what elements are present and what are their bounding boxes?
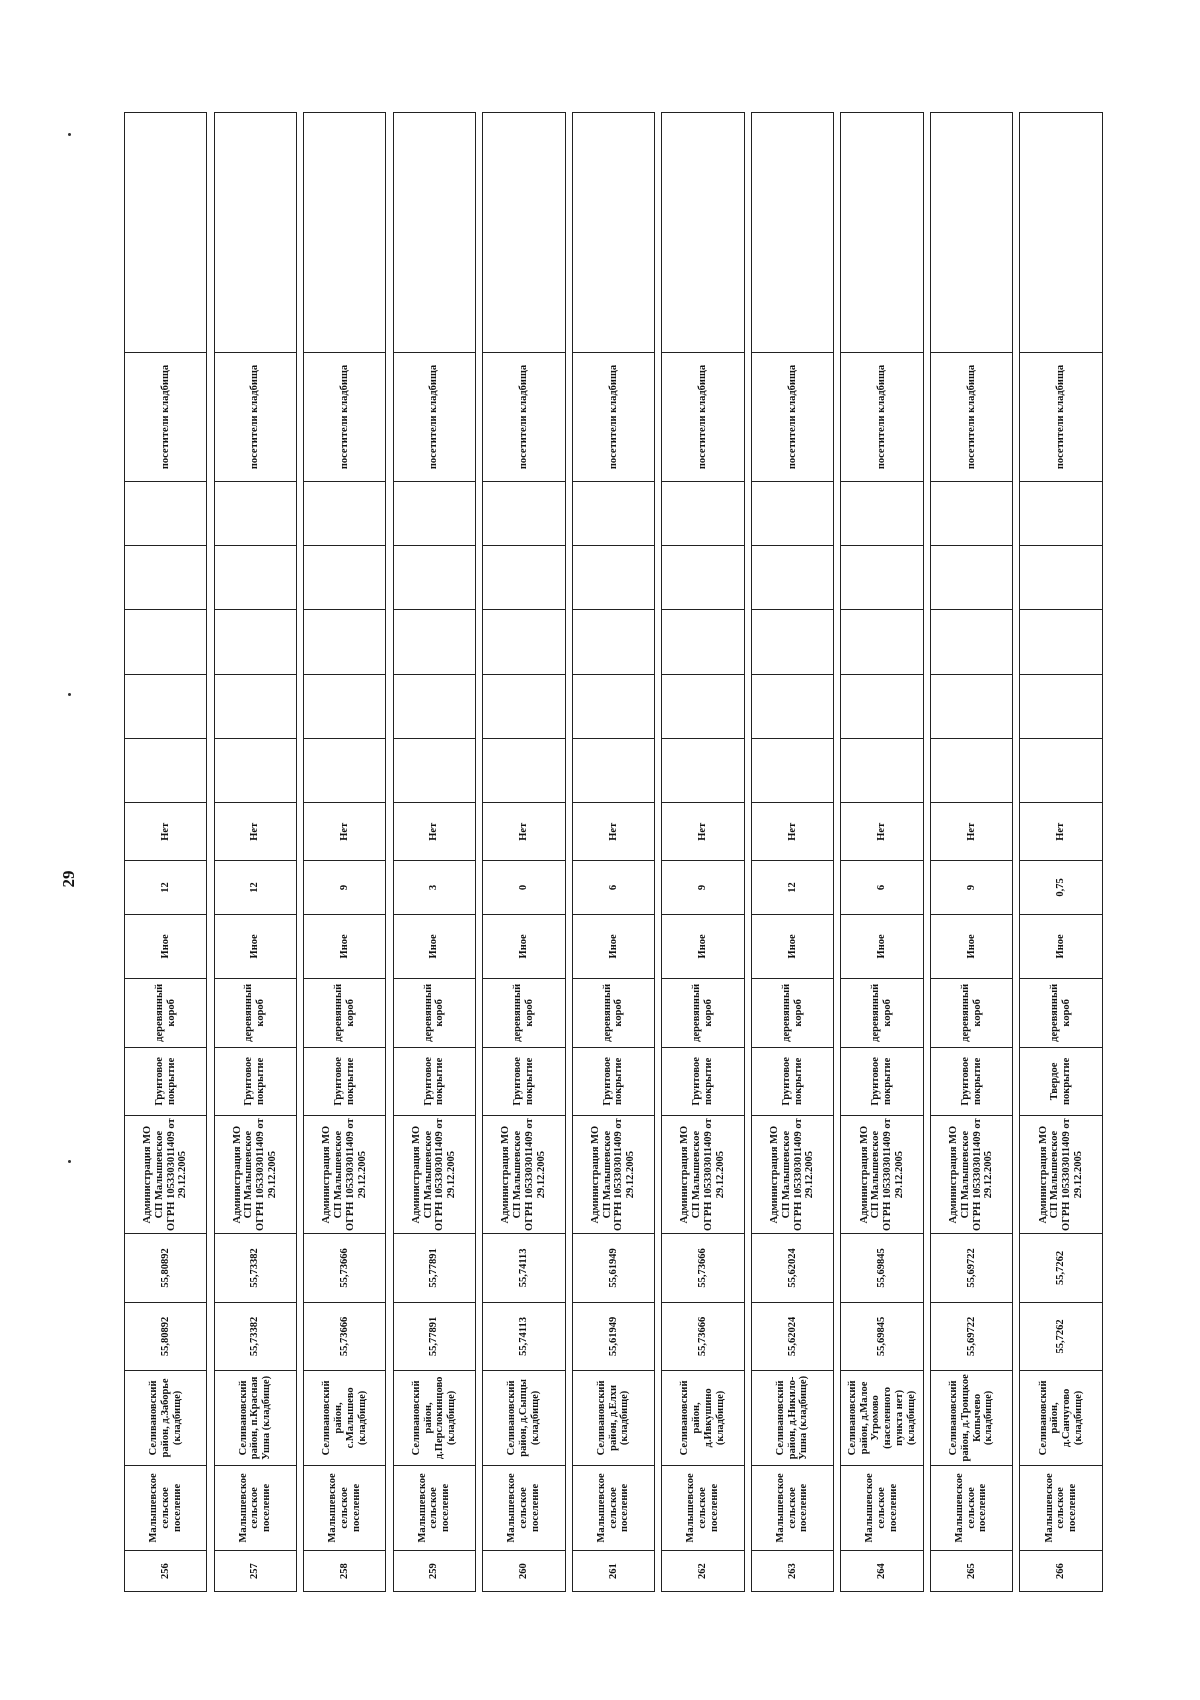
material-cell: Иное	[841, 914, 923, 978]
empty-cell	[930, 481, 1012, 545]
row-gap-cell	[565, 113, 572, 1592]
surface-cell: Твердое покрытие	[1020, 1047, 1103, 1116]
empty-cell	[751, 481, 833, 545]
owner-cell: Администрация МО СП Малышевское ОГРН 1053303011409 от 29.12.2005	[662, 1116, 744, 1234]
longitude-cell: 55,7262	[1020, 1234, 1103, 1303]
material-cell: Иное	[304, 914, 386, 978]
material-cell: Иное	[662, 914, 744, 978]
table-row	[930, 113, 1012, 1592]
empty-cell	[572, 113, 654, 353]
surface-cell: Грунтовое покрытие	[930, 1047, 1012, 1116]
owner-cell: Администрация МО СП Малышевское ОГРН 1053303011409 от 29.12.2005	[393, 1116, 475, 1234]
empty-cell	[751, 739, 833, 803]
surface-cell: Грунтовое покрытие	[841, 1047, 923, 1116]
empty-cell	[214, 113, 296, 353]
empty-cell	[125, 674, 207, 738]
row-number: 257	[214, 1551, 296, 1592]
settlement-cell: Малышевское сельское поселение	[930, 1465, 1012, 1551]
owner-cell: Администрация МО СП Малышевское ОГРН 1053303011409 от 29.12.2005	[751, 1116, 833, 1234]
empty-cell	[483, 610, 565, 674]
row-gap	[207, 113, 214, 1592]
empty-cell	[125, 739, 207, 803]
empty-cell	[572, 481, 654, 545]
location-cell: Селивановский район, п.Красная Ушна (кладбище)	[214, 1371, 296, 1465]
owner-cell: Администрация МО СП Малышевское ОГРН 1053303011409 от 29.12.2005	[930, 1116, 1012, 1234]
settlement-cell: Малышевское сельское поселение	[662, 1465, 744, 1551]
material-cell: Иное	[930, 914, 1012, 978]
fence-cell: Нет	[1020, 803, 1103, 861]
volume-cell: 12	[214, 861, 296, 915]
empty-cell	[304, 481, 386, 545]
volume-cell: 9	[930, 861, 1012, 915]
material-cell: Иное	[214, 914, 296, 978]
row-gap	[744, 113, 751, 1592]
row-number: 263	[751, 1551, 833, 1592]
longitude-cell: 55,61949	[572, 1234, 654, 1303]
container-cell: деревянный короб	[930, 979, 1012, 1048]
users-cell: посетители кладбища	[572, 353, 654, 482]
owner-cell: Администрация МО СП Малышевское ОГРН 1053303011409 от 29.12.2005	[841, 1116, 923, 1234]
empty-cell	[304, 739, 386, 803]
settlement-cell: Малышевское сельское поселение	[1020, 1465, 1103, 1551]
table-row	[304, 113, 386, 1592]
location-cell: Селивановский район, д.Елхи (кладбище)	[572, 1371, 654, 1465]
empty-cell	[214, 674, 296, 738]
table-row	[841, 113, 923, 1592]
settlement-cell: Малышевское сельское поселение	[572, 1465, 654, 1551]
latitude-cell: 55,69845	[841, 1302, 923, 1371]
row-number: 262	[662, 1551, 744, 1592]
fence-cell: Нет	[125, 803, 207, 861]
volume-cell: 9	[662, 861, 744, 915]
empty-cell	[841, 674, 923, 738]
row-number: 266	[1020, 1551, 1103, 1592]
material-cell: Иное	[125, 914, 207, 978]
latitude-cell: 55,69722	[930, 1302, 1012, 1371]
container-cell: деревянный короб	[483, 979, 565, 1048]
fence-cell: Нет	[483, 803, 565, 861]
empty-cell	[214, 739, 296, 803]
owner-cell: Администрация МО СП Малышевское ОГРН 1053303011409 от 29.12.2005	[304, 1116, 386, 1234]
empty-cell	[304, 674, 386, 738]
empty-cell	[751, 610, 833, 674]
empty-cell	[930, 610, 1012, 674]
page-number: 29	[59, 870, 78, 888]
empty-cell	[572, 610, 654, 674]
latitude-cell: 55,73382	[214, 1302, 296, 1371]
material-cell: Иное	[751, 914, 833, 978]
container-cell: деревянный короб	[572, 979, 654, 1048]
empty-cell	[662, 481, 744, 545]
row-number: 265	[930, 1551, 1012, 1592]
longitude-cell: 55,73666	[662, 1234, 744, 1303]
owner-cell: Администрация МО СП Малышевское ОГРН 1053303011409 от 29.12.2005	[1020, 1116, 1103, 1234]
empty-cell	[483, 674, 565, 738]
table-row	[483, 113, 565, 1592]
row-gap	[655, 113, 662, 1592]
empty-cell	[304, 546, 386, 610]
users-cell: посетители кладбища	[125, 353, 207, 482]
empty-cell	[393, 610, 475, 674]
empty-cell	[662, 546, 744, 610]
location-cell: Селивановский район, д.Санчугово (кладбище)	[1020, 1371, 1103, 1465]
volume-cell: 3	[393, 861, 475, 915]
settlement-cell: Малышевское сельское поселение	[841, 1465, 923, 1551]
row-gap-cell	[386, 113, 393, 1592]
location-cell: Селивановский район, д.Ивкушино (кладбище)	[662, 1371, 744, 1465]
users-cell: посетители кладбища	[751, 353, 833, 482]
table-row	[1020, 113, 1103, 1592]
empty-cell	[125, 546, 207, 610]
empty-cell	[751, 674, 833, 738]
surface-cell: Грунтовое покрытие	[214, 1047, 296, 1116]
table-row	[662, 113, 744, 1592]
table-row	[393, 113, 475, 1592]
empty-cell	[1020, 610, 1103, 674]
empty-cell	[662, 610, 744, 674]
empty-cell	[930, 546, 1012, 610]
empty-cell	[304, 610, 386, 674]
settlement-cell: Малышевское сельское поселение	[304, 1465, 386, 1551]
empty-cell	[125, 610, 207, 674]
empty-cell	[841, 546, 923, 610]
empty-cell	[662, 113, 744, 353]
empty-cell	[393, 739, 475, 803]
empty-cell	[930, 739, 1012, 803]
row-gap	[296, 113, 303, 1592]
container-cell: деревянный короб	[304, 979, 386, 1048]
table-row	[751, 113, 833, 1592]
scan-mark	[68, 1160, 71, 1163]
material-cell: Иное	[572, 914, 654, 978]
owner-cell: Администрация МО СП Малышевское ОГРН 1053303011409 от 29.12.2005	[483, 1116, 565, 1234]
empty-cell	[483, 481, 565, 545]
material-cell: Иное	[393, 914, 475, 978]
row-number: 258	[304, 1551, 386, 1592]
owner-cell: Администрация МО СП Малышевское ОГРН 1053303011409 от 29.12.2005	[214, 1116, 296, 1234]
registry-table	[124, 112, 1103, 1592]
users-cell: посетители кладбища	[1020, 353, 1103, 482]
container-cell: деревянный короб	[662, 979, 744, 1048]
row-gap-cell	[296, 113, 303, 1592]
row-gap-cell	[744, 113, 751, 1592]
latitude-cell: 55,7262	[1020, 1302, 1103, 1371]
fence-cell: Нет	[304, 803, 386, 861]
longitude-cell: 55,62024	[751, 1234, 833, 1303]
row-gap-cell	[475, 113, 482, 1592]
surface-cell: Грунтовое покрытие	[304, 1047, 386, 1116]
longitude-cell: 55,73666	[304, 1234, 386, 1303]
settlement-cell: Малышевское сельское поселение	[214, 1465, 296, 1551]
empty-cell	[841, 610, 923, 674]
empty-cell	[841, 481, 923, 545]
empty-cell	[751, 113, 833, 353]
row-gap	[1013, 113, 1020, 1592]
volume-cell: 12	[125, 861, 207, 915]
volume-cell: 12	[751, 861, 833, 915]
owner-cell: Администрация МО СП Малышевское ОГРН 1053303011409 от 29.12.2005	[125, 1116, 207, 1234]
longitude-cell: 55,73382	[214, 1234, 296, 1303]
empty-cell	[841, 739, 923, 803]
latitude-cell: 55,73666	[304, 1302, 386, 1371]
settlement-cell: Малышевское сельское поселение	[751, 1465, 833, 1551]
container-cell: деревянный короб	[841, 979, 923, 1048]
latitude-cell: 55,80892	[125, 1302, 207, 1371]
location-cell: Селивановский район, д.Малое Угромово (населенного пункта нет) (кладбище)	[841, 1371, 923, 1465]
longitude-cell: 55,77891	[393, 1234, 475, 1303]
empty-cell	[1020, 546, 1103, 610]
users-cell: посетители кладбища	[393, 353, 475, 482]
longitude-cell: 55,74113	[483, 1234, 565, 1303]
row-gap	[475, 113, 482, 1592]
location-cell: Селивановский район, д.Сыпцы (кладбище)	[483, 1371, 565, 1465]
registry-table-frame	[124, 112, 1103, 1592]
row-gap-cell	[1013, 113, 1020, 1592]
fence-cell: Нет	[751, 803, 833, 861]
location-cell: Селивановский район, д.Заборье (кладбище)	[125, 1371, 207, 1465]
location-cell: Селивановский район, д.Никило-Ушна (кладбище)	[751, 1371, 833, 1465]
owner-cell: Администрация МО СП Малышевское ОГРН 1053303011409 от 29.12.2005	[572, 1116, 654, 1234]
row-number: 264	[841, 1551, 923, 1592]
registry-body	[125, 113, 1103, 1592]
container-cell: деревянный короб	[125, 979, 207, 1048]
row-number: 259	[393, 1551, 475, 1592]
empty-cell	[393, 481, 475, 545]
longitude-cell: 55,69845	[841, 1234, 923, 1303]
table-row	[214, 113, 296, 1592]
surface-cell: Грунтовое покрытие	[751, 1047, 833, 1116]
row-gap-cell	[207, 113, 214, 1592]
empty-cell	[1020, 674, 1103, 738]
surface-cell: Грунтовое покрытие	[393, 1047, 475, 1116]
surface-cell: Грунтовое покрытие	[483, 1047, 565, 1116]
empty-cell	[930, 674, 1012, 738]
empty-cell	[393, 674, 475, 738]
row-gap	[386, 113, 393, 1592]
empty-cell	[214, 546, 296, 610]
table-row	[125, 113, 207, 1592]
empty-cell	[1020, 739, 1103, 803]
location-cell: Селивановский район, д.Троицкое Копычево (кладбище)	[930, 1371, 1012, 1465]
fence-cell: Нет	[930, 803, 1012, 861]
empty-cell	[214, 481, 296, 545]
row-number: 256	[125, 1551, 207, 1592]
latitude-cell: 55,74113	[483, 1302, 565, 1371]
empty-cell	[751, 546, 833, 610]
fence-cell: Нет	[393, 803, 475, 861]
container-cell: деревянный короб	[1020, 979, 1103, 1048]
row-gap-cell	[923, 113, 930, 1592]
scan-mark	[68, 133, 71, 136]
longitude-cell: 55,80892	[125, 1234, 207, 1303]
empty-cell	[572, 546, 654, 610]
scan-mark	[68, 693, 71, 696]
fence-cell: Нет	[662, 803, 744, 861]
settlement-cell: Малышевское сельское поселение	[125, 1465, 207, 1551]
volume-cell: 0,75	[1020, 861, 1103, 915]
empty-cell	[841, 113, 923, 353]
users-cell: посетители кладбища	[304, 353, 386, 482]
registry-table-rotated	[124, 112, 1103, 1592]
users-cell: посетители кладбища	[483, 353, 565, 482]
surface-cell: Грунтовое покрытие	[572, 1047, 654, 1116]
empty-cell	[125, 113, 207, 353]
volume-cell: 9	[304, 861, 386, 915]
row-gap	[923, 113, 930, 1592]
row-number: 260	[483, 1551, 565, 1592]
empty-cell	[214, 610, 296, 674]
latitude-cell: 55,61949	[572, 1302, 654, 1371]
empty-cell	[483, 546, 565, 610]
container-cell: деревянный короб	[751, 979, 833, 1048]
row-gap	[565, 113, 572, 1592]
location-cell: Селивановский район, с.Малышево (кладбище)	[304, 1371, 386, 1465]
empty-cell	[662, 674, 744, 738]
users-cell: посетители кладбища	[662, 353, 744, 482]
empty-cell	[662, 739, 744, 803]
empty-cell	[572, 739, 654, 803]
empty-cell	[393, 546, 475, 610]
surface-cell: Грунтовое покрытие	[662, 1047, 744, 1116]
empty-cell	[483, 113, 565, 353]
fence-cell: Нет	[214, 803, 296, 861]
empty-cell	[572, 674, 654, 738]
users-cell: посетители кладбища	[841, 353, 923, 482]
fence-cell: Нет	[572, 803, 654, 861]
volume-cell: 0	[483, 861, 565, 915]
settlement-cell: Малышевское сельское поселение	[393, 1465, 475, 1551]
container-cell: деревянный короб	[393, 979, 475, 1048]
surface-cell: Грунтовое покрытие	[125, 1047, 207, 1116]
empty-cell	[125, 481, 207, 545]
latitude-cell: 55,77891	[393, 1302, 475, 1371]
volume-cell: 6	[572, 861, 654, 915]
empty-cell	[304, 113, 386, 353]
row-gap-cell	[655, 113, 662, 1592]
empty-cell	[1020, 113, 1103, 353]
container-cell: деревянный короб	[214, 979, 296, 1048]
fence-cell: Нет	[841, 803, 923, 861]
latitude-cell: 55,73666	[662, 1302, 744, 1371]
empty-cell	[393, 113, 475, 353]
longitude-cell: 55,69722	[930, 1234, 1012, 1303]
settlement-cell: Малышевское сельское поселение	[483, 1465, 565, 1551]
empty-cell	[930, 113, 1012, 353]
table-row	[572, 113, 654, 1592]
material-cell: Иное	[483, 914, 565, 978]
users-cell: посетители кладбища	[930, 353, 1012, 482]
empty-cell	[1020, 481, 1103, 545]
row-gap-cell	[834, 113, 841, 1592]
empty-cell	[483, 739, 565, 803]
users-cell: посетители кладбища	[214, 353, 296, 482]
volume-cell: 6	[841, 861, 923, 915]
row-gap	[834, 113, 841, 1592]
row-number: 261	[572, 1551, 654, 1592]
material-cell: Иное	[1020, 914, 1103, 978]
latitude-cell: 55,62024	[751, 1302, 833, 1371]
location-cell: Селивановский район, д.Перслокинцово (кладбище)	[393, 1371, 475, 1465]
